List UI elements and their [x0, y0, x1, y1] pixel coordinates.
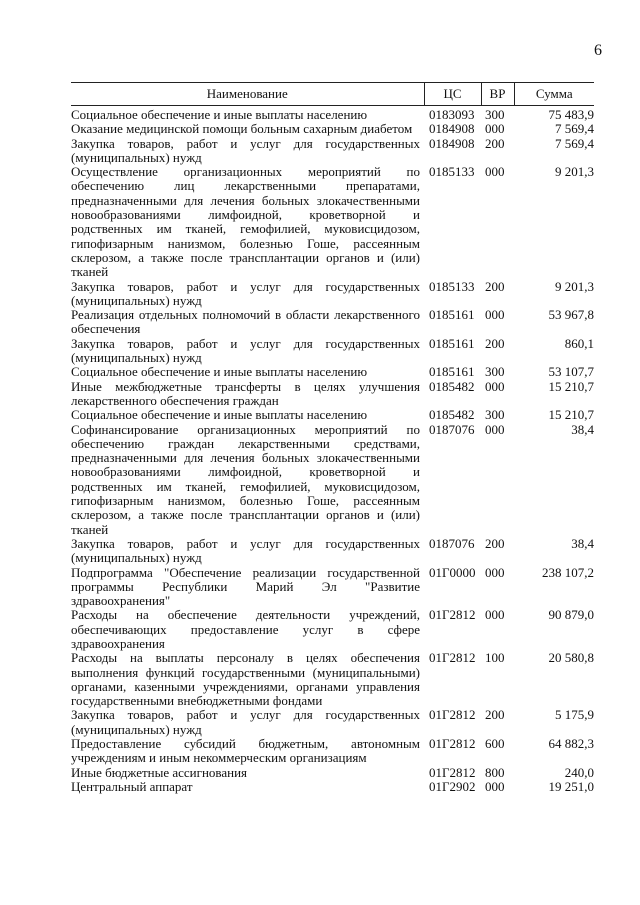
table-row: [71, 122, 594, 136]
row-name-cell: Расходы на выплаты персоналу в целях обеспечения выполнения функций государственными (муниципальными) органами, казенными учреждениями, органами управления государственными внебюджетными фондами: [71, 650, 420, 709]
row-sum-cell: 15 210,7: [548, 378, 594, 394]
row-name-cell: Закупка товаров, работ и услуг для государственных (муниципальных) нужд: [71, 335, 420, 366]
table-row: [71, 566, 594, 609]
table-row: [71, 766, 594, 780]
row-name-cell: Расходы на обеспечение деятельности учреждений, обеспечивающих предоставление услуг в сфере здравоохранения: [71, 607, 420, 651]
row-name-cell: Оказание медицинской помощи больным сахарным диабетом: [71, 121, 413, 137]
row-vr-cell: 000: [485, 164, 505, 180]
row-name-cell: Предоставление субсидий бюджетным, автономным учреждениям и иным некоммерческим организациям: [71, 736, 420, 766]
row-vr-cell: 000: [485, 421, 505, 437]
row-cs-cell: 0187076: [429, 535, 475, 551]
row-vr-cell: 300: [485, 364, 505, 380]
row-vr-cell: 300: [485, 107, 505, 122]
row-vr-cell: 200: [485, 335, 505, 351]
row-cs-cell: 0187076: [429, 421, 475, 437]
row-cs-cell: 0185161: [429, 307, 475, 323]
row-cs-cell: 0183093: [429, 107, 475, 122]
row-cs-cell: 0185133: [429, 278, 475, 294]
table-row: [71, 280, 594, 309]
table-row: [71, 408, 594, 422]
table-row: [71, 106, 594, 123]
row-sum-cell: 90 879,0: [548, 607, 594, 623]
row-cs-cell: 0185161: [429, 364, 475, 380]
column-header-vr: ВР: [481, 83, 514, 106]
row-sum-cell: 5 175,9: [555, 707, 594, 723]
row-cs-cell: 0184908: [429, 135, 475, 151]
row-vr-cell: 100: [485, 650, 505, 666]
row-sum-cell: 238 107,2: [542, 564, 594, 580]
table-row: [71, 137, 594, 166]
row-sum-cell: 9 201,3: [555, 164, 594, 180]
row-vr-cell: 200: [485, 707, 505, 723]
table-row: [71, 651, 594, 708]
table-body: [71, 106, 594, 795]
row-name-cell: Подпрограмма "Обеспечение реализации государственной программы Республики Марий Эл "Развитие здравоохранения": [71, 564, 420, 609]
row-sum-cell: 15 210,7: [548, 407, 594, 423]
row-sum-cell: 38,4: [571, 535, 594, 551]
column-header-cs: ЦС: [424, 83, 481, 106]
row-sum-cell: 9 201,3: [555, 278, 594, 294]
row-name-cell: Социальное обеспечение и иные выплаты населению: [71, 364, 368, 380]
row-name-cell: Осуществление организационных мероприятий по обеспечению лиц лекарственными препаратами, предназначенными для лечения больных злокачественными новообразованиями лимфоидной, кроветворной и родственных им тканей, гемофилией, муковисцидозом, гипофизарным нанизмом, болезнью Гоше, рассеянным склерозом, а также после трансплантации органов и (или) тканей: [71, 164, 420, 280]
row-name-cell: Реализация отдельных полномочий в области лекарственного обеспечения: [71, 307, 420, 337]
row-vr-cell: 000: [485, 564, 505, 580]
table-row: [71, 708, 594, 737]
table-row: [71, 165, 594, 279]
row-sum-cell: 19 251,0: [548, 778, 594, 794]
row-name-cell: Социальное обеспечение и иные выплаты населению: [71, 107, 368, 122]
table-row: [71, 537, 594, 566]
row-cs-cell: 01Г0000: [429, 564, 476, 580]
row-name-cell: Софинансирование организационных мероприятий по обеспечению граждан лекарственными средствами, предназначенными для лечения больных злокачественными новообразованиями лимфоидной, кроветворной и родственных им тканей, гемофилией, муковисцидозом, гипофизарным нанизмом, болезнью Гоше, рассеянным склерозом, а также после трансплантации органов и (или) тканей: [71, 421, 420, 537]
table-row: [71, 380, 594, 409]
table-row: [71, 365, 594, 379]
column-header-sum: Сумма: [514, 83, 594, 106]
row-sum-cell: 20 580,8: [548, 650, 594, 666]
row-cs-cell: 01Г2812: [429, 707, 476, 723]
row-sum-cell: 64 882,3: [548, 736, 594, 752]
row-cs-cell: 01Г2812: [429, 607, 476, 623]
row-name-cell: Закупка товаров, работ и услуг для государственных (муниципальных) нужд: [71, 535, 420, 566]
row-name-cell: Иные межбюджетные трансферты в целях улучшения лекарственного обеспечения граждан: [71, 378, 420, 408]
row-sum-cell: 53 107,7: [548, 364, 594, 380]
row-sum-cell: 7 569,4: [555, 135, 594, 151]
row-name-cell: Центральный аппарат: [71, 778, 193, 794]
row-vr-cell: 000: [485, 607, 505, 623]
row-sum-cell: 7 569,4: [555, 121, 594, 137]
row-cs-cell: 0185161: [429, 335, 475, 351]
row-sum-cell: 75 483,9: [548, 107, 594, 122]
row-cs-cell: 01Г2812: [429, 736, 476, 752]
row-vr-cell: 000: [485, 121, 505, 137]
row-vr-cell: 200: [485, 278, 505, 294]
row-name-cell: Закупка товаров, работ и услуг для государственных (муниципальных) нужд: [71, 278, 420, 308]
row-vr-cell: 200: [485, 135, 505, 151]
row-vr-cell: 800: [485, 764, 505, 780]
table-row: [71, 608, 594, 651]
table-row: [71, 780, 594, 794]
row-sum-cell: 53 967,8: [548, 307, 594, 323]
row-name-cell: Закупка товаров, работ и услуг для государственных (муниципальных) нужд: [71, 707, 420, 737]
row-vr-cell: 300: [485, 407, 505, 423]
table-header-row: [71, 83, 594, 106]
table-row: [71, 337, 594, 366]
row-name-cell: Закупка товаров, работ и услуг для государственных (муниципальных) нужд: [71, 135, 420, 165]
table-row: [71, 308, 594, 337]
row-sum-cell: 38,4: [571, 421, 594, 437]
row-cs-cell: 0184908: [429, 121, 475, 137]
row-vr-cell: 000: [485, 307, 505, 323]
row-name-cell: Иные бюджетные ассигнования: [71, 764, 248, 780]
budget-table: [71, 82, 594, 794]
row-cs-cell: 01Г2812: [429, 650, 476, 666]
row-sum-cell: 860,1: [564, 335, 594, 351]
row-sum-cell: 240,0: [564, 764, 594, 780]
column-header-name: Наименование: [71, 83, 424, 106]
page-number: 6: [594, 42, 602, 59]
table-row: [71, 737, 594, 766]
row-cs-cell: 01Г2812: [429, 764, 476, 780]
row-cs-cell: 0185482: [429, 407, 475, 423]
row-vr-cell: 600: [485, 736, 505, 752]
row-vr-cell: 200: [485, 535, 505, 551]
table-row: [71, 423, 594, 537]
row-cs-cell: 0185133: [429, 164, 475, 180]
row-name-cell: Социальное обеспечение и иные выплаты населению: [71, 407, 368, 423]
row-cs-cell: 0185482: [429, 378, 475, 394]
row-cs-cell: 01Г2902: [429, 778, 476, 794]
row-vr-cell: 000: [485, 378, 505, 394]
row-vr-cell: 000: [485, 778, 505, 794]
